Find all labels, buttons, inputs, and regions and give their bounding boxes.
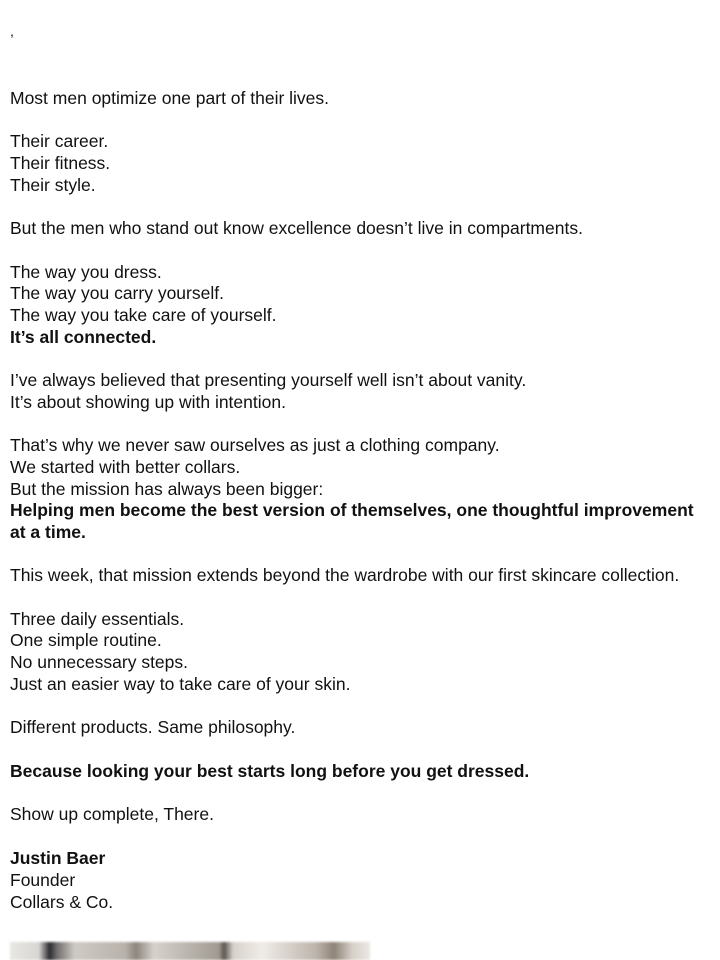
signature [10, 847, 700, 913]
text-line: The way you take care of yourself. [10, 304, 277, 325]
paragraph [10, 131, 700, 196]
signature-title: Founder [10, 870, 76, 891]
paragraph [10, 804, 700, 826]
paragraph [10, 218, 700, 240]
signature-company: Collars & Co. [10, 892, 114, 913]
paragraph [10, 370, 700, 413]
body-paragraphs [10, 88, 700, 826]
text-line: Show up complete, There. [10, 804, 214, 825]
text-line: Different products. Same philosophy. [10, 717, 296, 738]
product-image [10, 942, 370, 960]
text-line: One simple routine. [10, 630, 162, 651]
text-line: No unnecessary steps. [10, 652, 189, 673]
bold-text-line: Because looking your best starts long before you get dressed. [10, 760, 530, 781]
signature-name: Justin Baer [10, 848, 106, 869]
paragraph [10, 262, 700, 349]
bold-text-line: It’s all connected. [10, 326, 157, 347]
stray-mark: , [10, 23, 14, 39]
text-line: Most men optimize one part of their lives. [10, 88, 330, 108]
text-line: Their style. [10, 174, 96, 195]
email-body [10, 20, 700, 913]
paragraph [10, 565, 700, 587]
text-line: I’ve always believed that presenting yourself well isn’t about vanity. [10, 370, 527, 391]
text-line: It’s about showing up with intention. [10, 391, 286, 412]
text-line: Just an easier way to take care of your skin. [10, 673, 351, 694]
paragraph [10, 435, 700, 544]
text-line: But the men who stand out know excellence doesn’t live in compartments. [10, 218, 583, 239]
text-line: The way you dress. [10, 261, 162, 282]
text-line: This week, that mission extends beyond the wardrobe with our first skincare collection. [10, 565, 680, 586]
bold-text-line: Helping men become the best version of themselves, one thoughtful improvement at a time. [10, 500, 699, 542]
text-line: We started with better collars. [10, 456, 241, 477]
text-line: That’s why we never saw ourselves as just a clothing company. [10, 435, 500, 456]
text-line: Their fitness. [10, 153, 111, 174]
text-line: The way you carry yourself. [10, 283, 224, 304]
text-line: But the mission has always been bigger: [10, 478, 324, 499]
text-line: Three daily essentials. [10, 608, 185, 629]
paragraph [10, 609, 700, 696]
paragraph [10, 717, 700, 739]
paragraph [10, 761, 700, 783]
text-line: Their career. [10, 131, 109, 152]
paragraph [10, 88, 700, 110]
